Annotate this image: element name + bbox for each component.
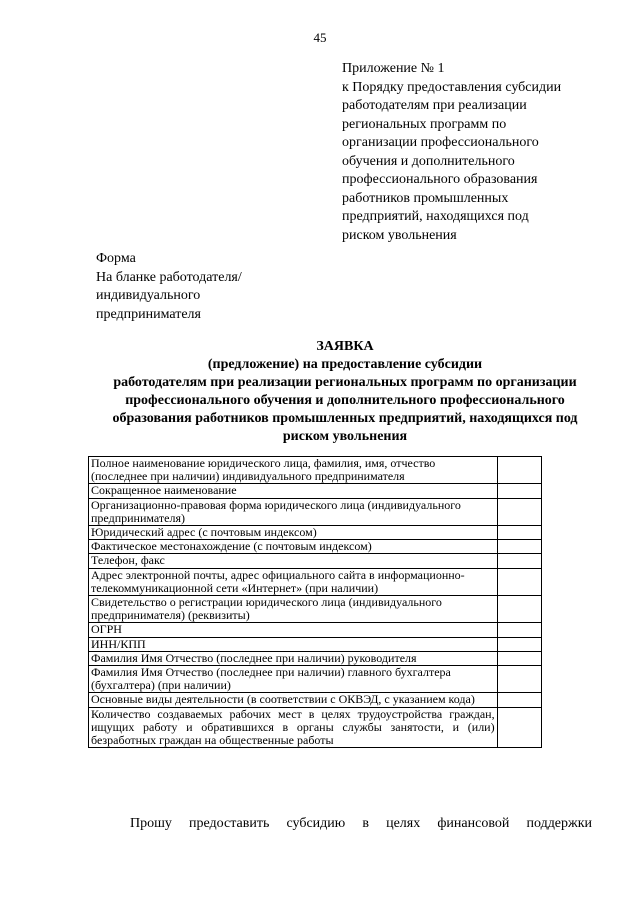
table-row xyxy=(89,637,542,651)
appendix-line: региональных программ по xyxy=(342,116,507,132)
table-row xyxy=(89,707,542,748)
table-row xyxy=(89,554,542,568)
appendix-line: к Порядку предоставления субсидии xyxy=(342,79,562,95)
field-label: Фамилия Имя Отчество (последнее при наличии) главного бухгалтера (бухгалтера) (при наличии) xyxy=(89,666,498,693)
appendix-line: организации профессионального xyxy=(342,135,539,150)
field-value-cell[interactable] xyxy=(497,651,541,665)
table-row xyxy=(89,651,542,665)
form-label-line: На бланке работодателя/ xyxy=(96,269,242,285)
heading-line: риском увольнения xyxy=(282,429,408,444)
field-value-cell[interactable] xyxy=(497,707,541,748)
table-row xyxy=(89,457,542,484)
field-label: Сокращенное наименование xyxy=(89,484,498,498)
table-row xyxy=(89,666,542,693)
form-label-line: Форма xyxy=(96,251,136,266)
field-label: Юридический адрес (с почтовым индексом) xyxy=(89,526,498,540)
form-label xyxy=(96,250,242,324)
field-value-cell[interactable] xyxy=(497,498,541,525)
field-label: Основные виды деятельности (в соответствии с ОКВЭД, с указанием кода) xyxy=(89,693,498,707)
field-value-cell[interactable] xyxy=(497,540,541,554)
table-row xyxy=(89,484,542,498)
field-label: Фамилия Имя Отчество (последнее при наличии) руководителя xyxy=(89,651,498,665)
appendix-line: обучения и дополнительного xyxy=(342,153,515,169)
table-row xyxy=(89,693,542,707)
field-label: Полное наименование юридического лица, фамилия, имя, отчество (последнее при наличии) индивидуального предпринимателя xyxy=(89,457,498,484)
table-row xyxy=(89,498,542,525)
field-label: Адрес электронной почты, адрес официального сайта в информационно-телекоммуникационной сети «Интернет» (при наличии) xyxy=(89,568,498,595)
field-label: Телефон, факс xyxy=(89,554,498,568)
form-label-line: индивидуального xyxy=(96,288,201,303)
field-label: Количество создаваемых рабочих мест в целях трудоустройства граждан, ищущих работу и обратившихся в органы службы занятости, и (или) безработных граждан на общественные работы xyxy=(89,707,498,748)
table-row xyxy=(89,568,542,595)
field-value-cell[interactable] xyxy=(497,693,541,707)
field-value-cell[interactable] xyxy=(497,637,541,651)
field-label: ИНН/КПП xyxy=(89,637,498,651)
field-label: ОГРН xyxy=(89,623,498,637)
field-label: Организационно-правовая форма юридического лица (индивидуального предпринимателя) xyxy=(89,498,498,525)
appendix-line: риском увольнения xyxy=(342,227,457,243)
document-title: ЗАЯВКА xyxy=(316,339,374,354)
field-value-cell[interactable] xyxy=(497,596,541,623)
field-value-cell[interactable] xyxy=(497,623,541,637)
heading-line: работодателям при реализации региональных программ по организации xyxy=(113,375,577,390)
appendix-line: профессионального образования xyxy=(342,172,538,187)
appendix-note xyxy=(342,60,602,245)
table-row xyxy=(89,623,542,637)
appendix-line: предприятий, находящихся под xyxy=(342,209,529,224)
field-value-cell[interactable] xyxy=(497,554,541,568)
field-value-cell[interactable] xyxy=(497,526,541,540)
heading-line: (предложение) на предоставление субсидии xyxy=(207,357,483,372)
heading-line: профессионального обучения и дополнительного профессионального xyxy=(125,393,565,408)
field-label: Свидетельство о регистрации юридического лица (индивидуального предпринимателя) (реквизиты) xyxy=(89,596,498,623)
table-row xyxy=(89,596,542,623)
heading-line: образования работников промышленных предприятий, находящихся под xyxy=(112,411,578,426)
field-value-cell[interactable] xyxy=(497,457,541,484)
page-number: 45 xyxy=(313,30,327,45)
form-label-line: предпринимателя xyxy=(96,306,201,322)
field-value-cell[interactable] xyxy=(497,568,541,595)
field-label: Фактическое местонахождение (с почтовым индексом) xyxy=(89,540,498,554)
field-value-cell[interactable] xyxy=(497,484,541,498)
table-row xyxy=(89,526,542,540)
field-value-cell[interactable] xyxy=(497,666,541,693)
appendix-line: работодателям при реализации xyxy=(342,98,527,113)
appendix-line: работников промышленных xyxy=(342,190,509,206)
table-row xyxy=(89,540,542,554)
appendix-line: Приложение № 1 xyxy=(342,61,445,76)
request-text: Прошу предоставить субсидию в целях финансовой поддержки xyxy=(130,816,592,831)
application-fields-table xyxy=(88,456,542,748)
document-heading xyxy=(80,338,610,446)
